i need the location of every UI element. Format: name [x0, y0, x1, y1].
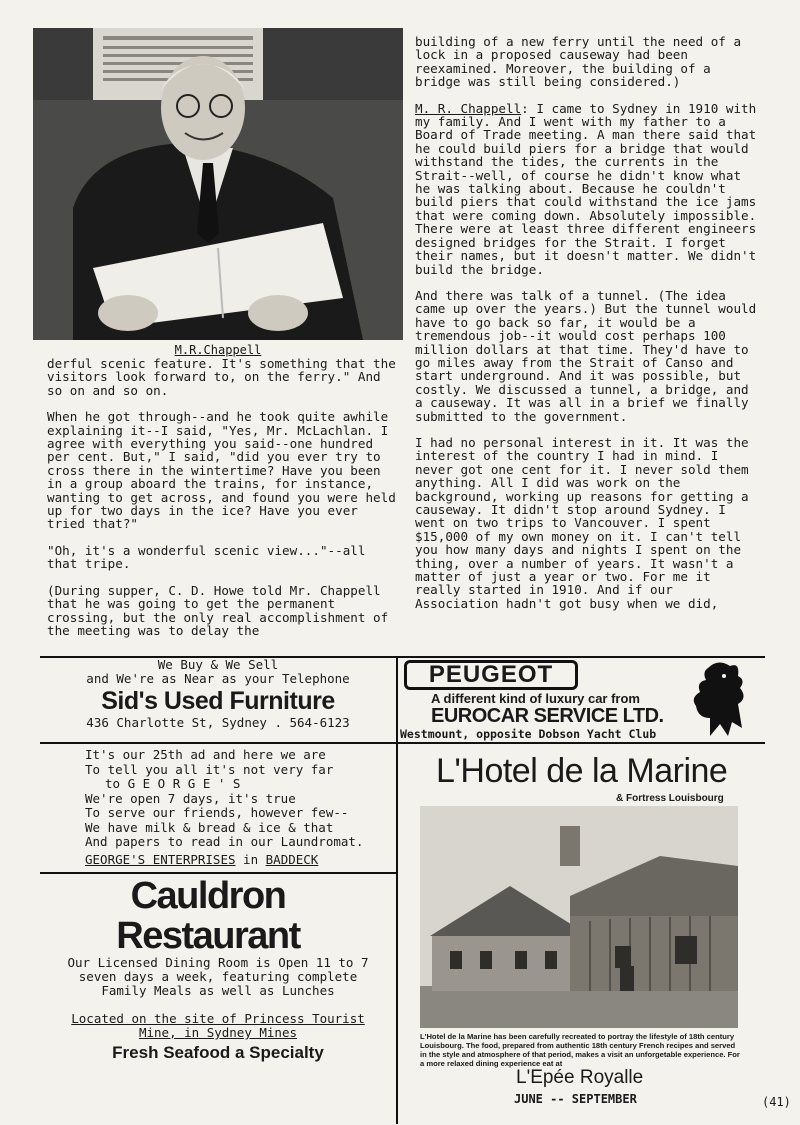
cauldron-location: Located on the site of Princess Tourist: [71, 1011, 365, 1026]
cauldron-line: Our Licensed Dining Room is Open 11 to 7: [67, 955, 369, 970]
peugeot-location: Westmount, opposite Dobson Yacht Club: [400, 727, 657, 741]
cauldron-name: Cauldron: [130, 875, 286, 917]
georges-line: It's our 25th ad and here we are: [85, 747, 326, 762]
georges-line: to G E O R G E ' S: [105, 776, 241, 791]
georges-footer: [85, 853, 395, 868]
georges-line: And papers to read in our Laundromat.: [85, 834, 364, 849]
right-paragraph: building of a new ferry until the need of a lock in a proposed causeway had been reexamined. Moreover, the building of a bridge was still being considered.): [415, 34, 742, 90]
left-paragraph: "Oh, it's a wonderful scenic view..."--all that tripe.: [47, 542, 366, 572]
portrait-illustration: [33, 28, 403, 340]
hotel-description: L'Hotel de la Marine has been carefully recreated to portray the lifestyle of 18th century Louisbourg. The food, prepared from authentic 18th century French recipes and served in the style and atmosphere of that period, makes a visit an unforgetable experience. For a more relaxed dining experience eat at: [420, 1032, 740, 1068]
left-column: [47, 357, 397, 650]
sids-ad: [40, 658, 396, 730]
right-column: [415, 35, 760, 623]
left-paragraph: When he got through--and he took quite awhile explaining it--I said, "Yes, Mr. McLachlan. I agree with everything you said--one hundred per cent. But," I said, "did you ever try to cross there in the wintertime? Have you been in a group aboard the trains, for instance, wanting to get across, and found you were held up for two days in the ice? Have you ever tried that?": [47, 409, 396, 532]
peugeot-ad: [398, 658, 765, 742]
cauldron-line: Family Meals as well as Lunches: [101, 983, 335, 998]
georges-ad: [85, 748, 395, 867]
peugeot-tagline: A different kind of luxury car from: [431, 691, 640, 706]
peugeot-dealer: EUROCAR SERVICE LTD.: [431, 705, 664, 727]
georges-line: To tell you all it's not very far: [85, 761, 334, 777]
sids-line: and We're as Near as your Telephone: [86, 671, 350, 686]
georges-enterprise: GEORGE'S ENTERPRISES: [85, 851, 236, 867]
right-paragraph-speaker: [415, 102, 760, 276]
caption-text: M.R.Chappell: [174, 343, 262, 357]
georges-line: We're open 7 days, it's true: [85, 790, 296, 806]
hotel-building-illustration: [420, 806, 738, 1028]
cauldron-ad: [40, 876, 396, 1064]
peugeot-logo: [404, 660, 578, 690]
peugeot-brand: PEUGEOT: [428, 661, 554, 688]
left-paragraph: derful scenic feature. It's something that the visitors look forward to, on the ferry." And so on and so on.: [47, 356, 396, 398]
ad-divider-rule: [40, 872, 397, 874]
lion-emblem-icon: [688, 658, 753, 740]
speaker-text: : I came to Sydney in 1910 with my family. And I went with my father to a Board of Trade meeting. A man there said that he could build piers for a bridge that would withstand the tides, the currents in the Strait--well, of course he didn't know what he was talking about. Because he couldn't build piers that could withstand the ice jams that were coming down. Absolutely impossible. There were at least three different engineers designed bridges for the Strait. I forget their names, but it doesn't matter. We didn't build the bridge.: [415, 100, 757, 277]
sids-line: We Buy & We Sell: [157, 657, 279, 672]
hotel-ad: [398, 744, 765, 1106]
georges-line: We have milk & bread & ice & that: [85, 819, 334, 835]
portrait-photo: [33, 28, 403, 340]
hotel-subtitle: & Fortress Louisbourg: [616, 793, 724, 804]
right-paragraph: And there was talk of a tunnel. (The idea came up over the years.) But the tunnel would have to go back so far, it would be a tremendous job--it would cost perhaps 100 million dollars at that time. They'd have to go miles away from the Strait of Canso and start underground. And it was possible, but costly. We discussed a tunnel, a bridge, and a causeway. It was all in a brief we finally submitted to the government.: [415, 287, 757, 424]
sids-name: Sid's Used Furniture: [101, 687, 335, 715]
hotel-restaurant: L'Epée Royalle: [516, 1067, 644, 1088]
speaker-name: M. R. Chappell: [415, 100, 522, 116]
right-paragraph: I had no personal interest in it. It was the interest of the country I had in mind. I never got one cent for it. I never sold them anything. All I did was work on the background, working up reasons for getting a causeway. It didn't stop around Sydney. I went on two trips to Vancouver. I spent $15,000 of my own money on it. I can't tell you how many days and nights I spent on the thing, over a number of years. It wasn't a matter of just a year or two. For me it really started in 1910. And if our Association hadn't got busy when we did,: [415, 434, 749, 611]
hotel-title: L'Hotel de la Marine: [436, 752, 728, 790]
page-number: (41): [762, 1095, 791, 1109]
cauldron-location: Mine, in Sydney Mines: [138, 1025, 298, 1040]
cauldron-line: seven days a week, featuring complete: [78, 969, 358, 984]
georges-line: To serve our friends, however few--: [85, 805, 349, 820]
cauldron-name: Restaurant: [116, 915, 300, 957]
photo-caption: [33, 343, 403, 357]
left-paragraph: (During supper, C. D. Howe told Mr. Chappell that he was going to get the permanent crossing, but the only real accomplishment of the meeting was to delay the: [47, 582, 389, 638]
hotel-season: JUNE -- SEPTEMBER: [514, 1092, 637, 1106]
sids-address: 436 Charlotte St, Sydney . 564-6123: [86, 715, 350, 730]
georges-in: in: [243, 851, 259, 867]
georges-town: BADDECK: [265, 851, 319, 867]
cauldron-slogan: Fresh Seafood a Specialty: [112, 1043, 324, 1062]
